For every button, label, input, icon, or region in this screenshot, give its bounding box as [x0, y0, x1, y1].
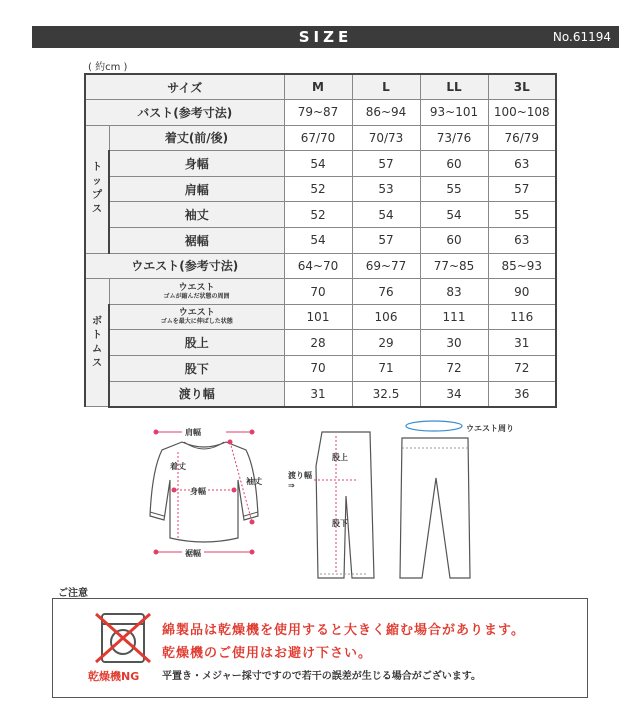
caution-line-2: 乾燥機のご使用はお避け下さい。 [162, 646, 373, 661]
row-label: バスト(参考寸法) [85, 100, 284, 126]
table-row [85, 151, 556, 177]
cell: 54 [352, 202, 420, 228]
cell: 76 [352, 279, 420, 305]
caution-line-1: 綿製品は乾燥機を使用すると大きく縮む場合があります。 [162, 623, 525, 638]
table-row [85, 100, 556, 126]
cell: 55 [488, 202, 556, 228]
pants-front-diagram [396, 418, 476, 584]
cell: 64~70 [284, 253, 352, 279]
measurement-note: 平置き・メジャー採寸ですので若干の誤差が生じる場合がございます。 [162, 671, 481, 682]
cell: 70 [284, 279, 352, 305]
cell: 31 [284, 381, 352, 407]
bottoms-group-label: ボ ト ム ス [85, 279, 109, 407]
cell: 90 [488, 279, 556, 305]
waist-around-label: ウエスト周り [466, 424, 514, 433]
row-label: 着丈(前/後) [109, 125, 284, 151]
cell: 52 [284, 202, 352, 228]
cell: 72 [420, 356, 488, 382]
table-row [85, 74, 556, 100]
size-3l: 3L [488, 74, 556, 100]
cell: 57 [352, 228, 420, 254]
width-label: 身幅 [190, 487, 206, 496]
cell: 30 [420, 330, 488, 356]
hem-label: 裾幅 [182, 548, 204, 559]
cell: 72 [488, 356, 556, 382]
cell: 60 [420, 151, 488, 177]
cell: 55 [420, 176, 488, 202]
row-label: 袖丈 [109, 202, 284, 228]
cell: 116 [488, 304, 556, 330]
cell: 85~93 [488, 253, 556, 279]
caution-label: ご注意 [58, 588, 88, 599]
cell: 54 [284, 151, 352, 177]
size-ll: LL [420, 74, 488, 100]
cell: 31 [488, 330, 556, 356]
size-m: M [284, 74, 352, 100]
cell: 101 [284, 304, 352, 330]
cell: 28 [284, 330, 352, 356]
length-label: 着丈 [170, 462, 186, 471]
tops-group-label: ト ッ プ ス [85, 125, 109, 253]
cell: 111 [420, 304, 488, 330]
cell: 60 [420, 228, 488, 254]
table-row [85, 125, 556, 151]
cell: 36 [488, 381, 556, 407]
size-table [84, 73, 557, 408]
dryer-ng-label: 乾燥機NG [88, 670, 140, 683]
table-row [85, 228, 556, 254]
table-row [85, 330, 556, 356]
cell: 86~94 [352, 100, 420, 126]
shoulder-label: 肩幅 [182, 427, 204, 438]
rise-label: 股上 [332, 453, 348, 462]
cell: 54 [284, 228, 352, 254]
product-number: No.61194 [552, 30, 611, 44]
cell: 83 [420, 279, 488, 305]
cell: 77~85 [420, 253, 488, 279]
cell: 32.5 [352, 381, 420, 407]
row-label: 裾幅 [109, 228, 284, 254]
table-row [85, 279, 556, 305]
cell: 67/70 [284, 125, 352, 151]
cell: 100~108 [488, 100, 556, 126]
thigh-label: 渡り幅 ⇒ [288, 471, 312, 490]
cell: 73/76 [420, 125, 488, 151]
row-label: 渡り幅 [109, 381, 284, 407]
row-label: ウエスト(参考寸法) [85, 253, 284, 279]
no-dryer-icon [94, 612, 152, 664]
cell: 54 [420, 202, 488, 228]
size-l: L [352, 74, 420, 100]
size-header [32, 26, 619, 48]
unit-label: ( 約cm ) [88, 62, 128, 73]
cell: 57 [488, 176, 556, 202]
pants-side-diagram [306, 426, 386, 582]
cell: 93~101 [420, 100, 488, 126]
header-title: SIZE [298, 28, 353, 46]
table-row [85, 381, 556, 407]
table-row [85, 202, 556, 228]
table-row [85, 176, 556, 202]
table-row [85, 253, 556, 279]
size-header-label: サイズ [85, 74, 284, 100]
row-label: 股下 [109, 356, 284, 382]
cell: 34 [420, 381, 488, 407]
cell: 63 [488, 151, 556, 177]
row-label: 身幅 [109, 151, 284, 177]
cell: 53 [352, 176, 420, 202]
cell: 70 [284, 356, 352, 382]
table-row [85, 304, 556, 330]
cell: 57 [352, 151, 420, 177]
row-label: 股上 [109, 330, 284, 356]
cell: 70/73 [352, 125, 420, 151]
row-label: ウエスト ゴムが縮んだ状態の周囲 [109, 279, 284, 305]
cell: 69~77 [352, 253, 420, 279]
table-row [85, 356, 556, 382]
row-label: ウエスト ゴムを最大に伸ばした状態 [109, 304, 284, 330]
cell: 63 [488, 228, 556, 254]
cell: 106 [352, 304, 420, 330]
cell: 71 [352, 356, 420, 382]
cell: 52 [284, 176, 352, 202]
row-label: 肩幅 [109, 176, 284, 202]
sleeve-label: 袖丈 [246, 477, 262, 486]
inseam-label: 股下 [332, 519, 348, 528]
cell: 79~87 [284, 100, 352, 126]
cell: 76/79 [488, 125, 556, 151]
cell: 29 [352, 330, 420, 356]
